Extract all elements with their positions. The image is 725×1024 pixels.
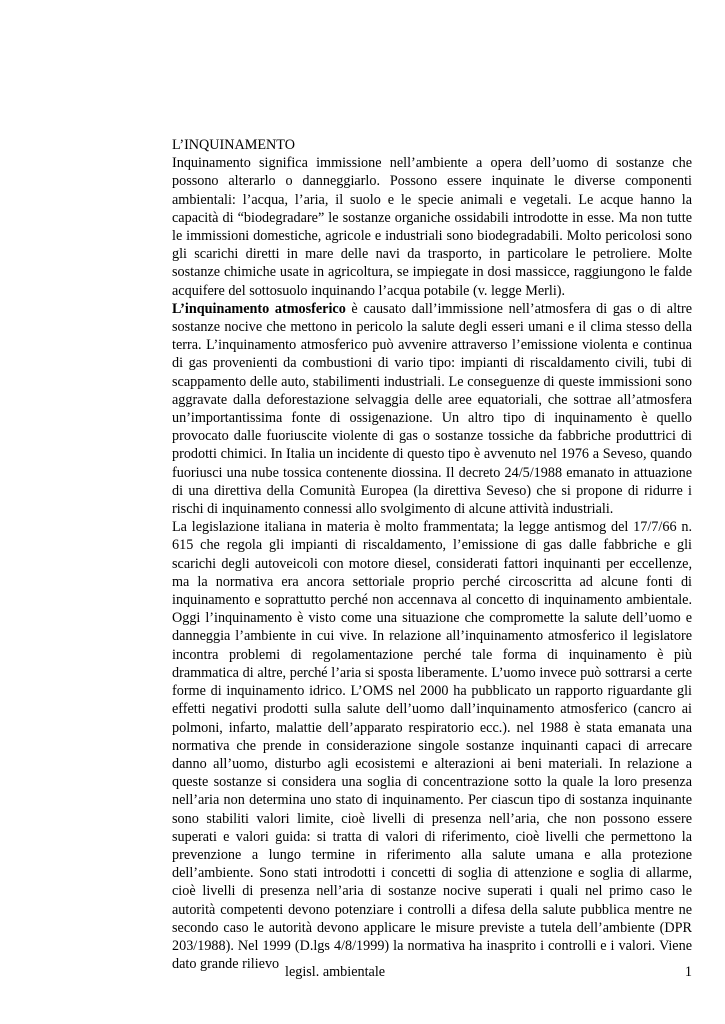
footer-label: legisl. ambientale: [285, 964, 386, 980]
paragraph-body-text: è causato dall’immissione nell’atmosfera di gas o di altre sostanze nocive che mettono in pericolo la salute degli esseri umani e il clima stesso della terra. L’inquinamento atmosferico può avvenire attraverso l’emissione violenta e continua di gas provenienti da combustioni di vario tipo: impianti di riscaldamento civili, tubi di scappamento delle auto, stabilimenti industriali. Le conseguenze di queste immissioni sono aggravate dalla deforestazione selvaggia delle aree equatoriali, che sottrae all’atmosfera un’importantissima fonte di ossigenazione. Un altro tipo di inquinamento è quello provocato dalle fuoriuscite violente di gas o sostanze tossiche da fabbriche produttrici di prodotti chimici. In Italia un incidente di questo tipo è avvenuto nel 1976 a Seveso, quando fuoriusci una nube tossica contenente diossina. Il decreto 24/5/1988 emanato in attuazione di una direttiva della Comunità Europea (la direttiva Seveso) che si propone di ridurre i rischi di inquinamento connessi allo svolgimento di alcune attività industriali.: [172, 300, 692, 518]
paragraph-legislazione: La legislazione italiana in materia è molto frammentata; la legge antismog del 17/7/66 n. 615 che regola gli impianti di riscaldamento, l’emissione di gas dalle fabbriche e gli scarichi degli autoveicoli con motore diesel, considerati fattori inquinanti per eccellenze, ma la normativa era ancora settoriale proprio perché circoscritta ad alcune fonti di inquinamento e soprattutto perché non accennava al concetto di inquinamento ambientale. Oggi l’inquinamento è visto come una situazione che compromette la salute dell’uomo e danneggia l’ambiente in cui vive. In relazione all’inquinamento atmosferico il legislatore incontra problemi di regolamentazione perché tale forma di inquinamento è più drammatica di altre, perché l’aria si sposta liberamente. L’uomo invece può sottrarsi a certe forme di inquinamento idrico. L’OMS nel 2000 ha pubblicato un rapporto riguardante gli effetti negativi prodotti sulla salute dell’uomo dall’inquinamento atmosferico (cancro ai polmoni, infarto, malattie dell’apparato respiratorio ecc.). nel 1988 è stata emanata una normativa che prende in considerazione singole sostanze inquinanti capaci di arrecare danno all’uomo, disturbo agli ecosistemi e alterazioni ai beni materiali. In relazione a queste sostanze si considera una soglia di concentrazione sotto la quale la loro presenza nell’aria non determina uno stato di inquinamento. Per ciascun tipo di sostanza inquinante sono stabiliti valori limite, cioè livelli di presenza nell’aria, che non possono essere superati e valori guida: si tratta di valori di riferimento, cioè livelli che permettono la prevenzione a lungo termine in riferimento alla salute umana e alla protezione dell’ambiente. Sono stati introdotti i concetti di soglia di attenzione e soglia di allarme, cioè livelli di presenza nell’aria di sostanze nocive superati i quali nel primo caso le autorità competenti devono potenziare i controlli a difesa della salute pubblica mentre ne secondo caso le autorità devono applicare le misure previste a tutela dell’ambiente (DPR 203/1988). Nel 1999 (D.lgs 4/8/1999) la normativa ha inasprito i controlli e i valori. Viene dato grande rilievo: [172, 519, 692, 973]
document-title: L’INQUINAMENTO: [172, 137, 295, 153]
paragraph-bold-lead: L’inquinamento atmosferico: [172, 300, 346, 317]
document-body: [172, 136, 692, 973]
paragraph-inquinamento-atmosferico: [172, 300, 692, 518]
paragraph-inquinamento: Inquinamento significa immissione nell’ambiente a opera dell’uomo di sostanze che possono alterarlo o danneggiarlo. Possono essere inquinate le diverse componenti ambientali: l’acqua, l’aria, il suolo e le specie animali e vegetali. Le acque hanno la capacità di “biodegradare” le sostanze organiche ossidabili introdotte in esse. Ma non tutte le immissioni domestiche, agricole e industriali sono biodegradabili. Molto pericolosi sono gli scarichi diretti in mare delle navi da trasporto, in particolare le petroliere. Molte sostanze chimiche usate in agricoltura, se impiegate in dosi massicce, raggiungono le falde acquifere del sottosuolo inquinando l’acqua potabile (v. legge Merli).: [172, 155, 692, 299]
page-number: 1: [684, 964, 692, 980]
